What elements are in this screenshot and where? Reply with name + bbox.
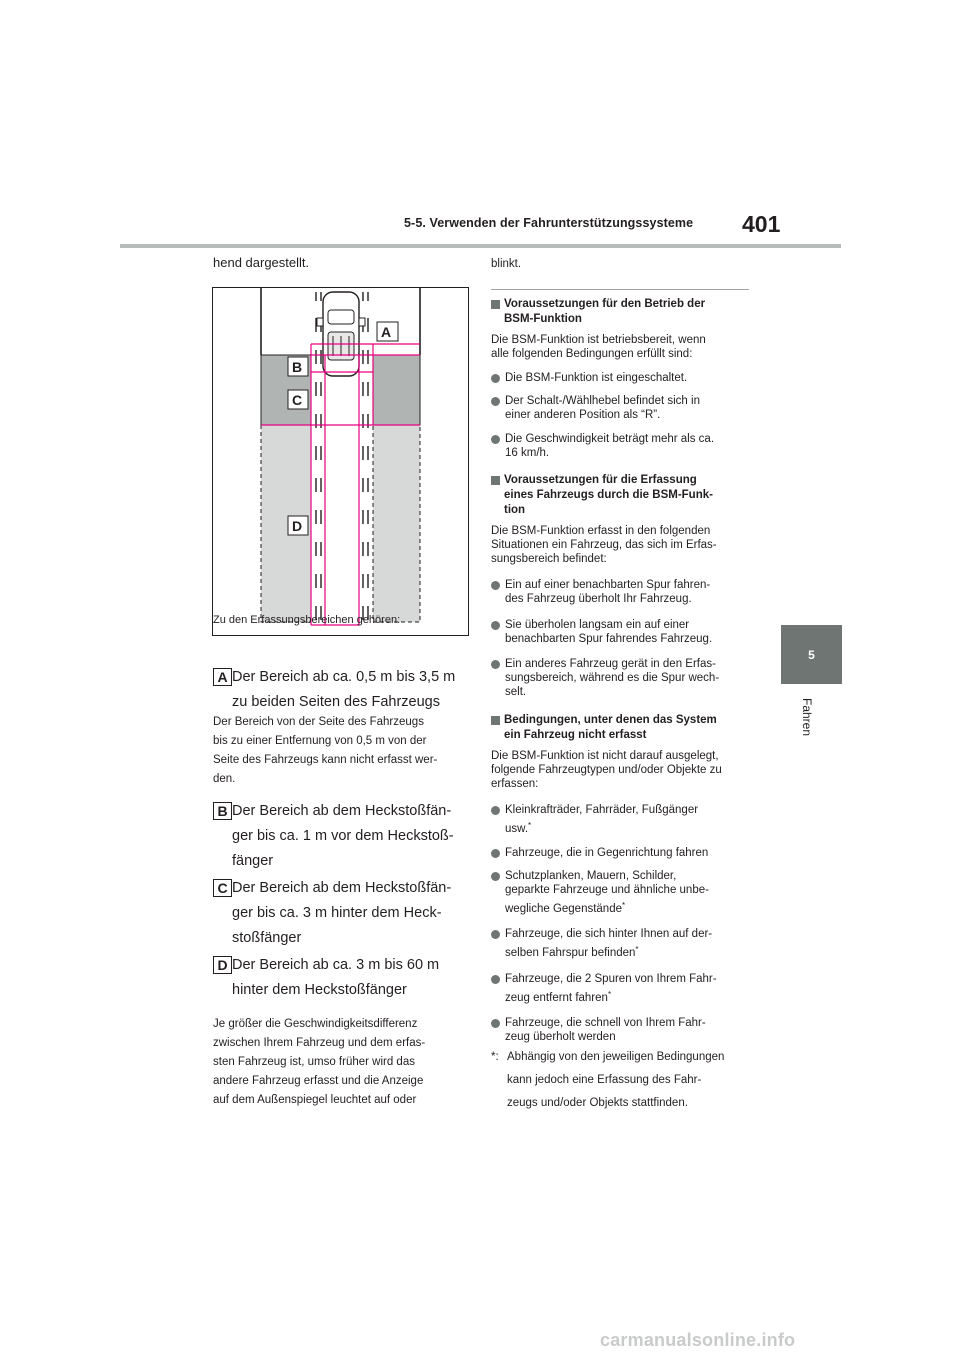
section-heading-detection: Voraussetzungen für die Erfassung eines Fahrzeugs durch die BSM-Funk- tion bbox=[491, 473, 749, 518]
lead-text: hend dargestellt. bbox=[213, 255, 310, 270]
speed-difference-text: Je größer die Geschwindigkeitsdifferenz zwischen Ihrem Fahrzeug und dem erfas- sten Fahrzeug ist, umso früher wird das andere Fahrzeug erfasst und die Anzeige auf dem Außenspiegel leuchtet auf oder bbox=[213, 1018, 426, 1106]
round-bullet-icon bbox=[491, 621, 500, 630]
list-item: Fahrzeuge, die sich hinter Ihnen auf der- selben Fahrspur befinden* bbox=[491, 927, 749, 960]
watermark: carmanualsonline.info bbox=[600, 1330, 796, 1350]
round-bullet-icon bbox=[491, 435, 500, 444]
detection-area-diagram bbox=[213, 288, 468, 635]
round-bullet-icon bbox=[491, 397, 500, 406]
list-item: Der Schalt-/Wählhebel befindet sich in einer anderen Position als “R”. bbox=[491, 394, 749, 422]
square-bullet-icon bbox=[491, 716, 500, 725]
footnote-marker: *: bbox=[491, 1051, 499, 1063]
area-badge-b: B bbox=[213, 802, 232, 820]
area-a-line: zu beiden Seiten des Fahrzeugs bbox=[232, 694, 440, 710]
round-bullet-icon bbox=[491, 374, 500, 383]
square-bullet-icon bbox=[491, 476, 500, 485]
list-item: Die Geschwindigkeit beträgt mehr als ca. 16 km/h. bbox=[491, 432, 749, 460]
section-title: 5-5. Verwenden der Fahrunterstützungssysteme bbox=[404, 216, 694, 230]
round-bullet-icon bbox=[491, 975, 500, 984]
round-bullet-icon bbox=[491, 872, 500, 881]
section-intro: Die BSM-Funktion ist nicht darauf ausgelegt, folgende Fahrzeugtypen und/oder Objekte zu erfassen: bbox=[491, 750, 722, 790]
section-heading-not-detected: Bedingungen, unter denen das System ein Fahrzeug nicht erfasst bbox=[491, 713, 749, 743]
section-intro: Die BSM-Funktion erfasst in den folgenden Situationen ein Fahrzeug, das sich im Erfas- sungsbereich befindet: bbox=[491, 525, 717, 565]
detection-area-figure bbox=[212, 287, 469, 636]
figure-caption: Zu den Erfassungsbereichen gehören: bbox=[213, 614, 401, 626]
section-intro: Die BSM-Funktion ist betriebsbereit, wenn alle folgenden Bedingungen erfüllt sind: bbox=[491, 334, 706, 360]
section-heading-operation: Voraussetzungen für den Betrieb der BSM-Funktion bbox=[491, 297, 749, 327]
chapter-number: 5 bbox=[808, 647, 815, 662]
header-rule bbox=[120, 244, 841, 248]
round-bullet-icon bbox=[491, 806, 500, 815]
list-item: Kleinkrafträder, Fahrräder, Fußgänger usw.* bbox=[491, 803, 749, 836]
list-item: Sie überholen langsam ein auf einer benachbarten Spur fahrendes Fahrzeug. bbox=[491, 618, 749, 646]
area-badge-c: C bbox=[213, 879, 232, 897]
square-bullet-icon bbox=[491, 300, 500, 309]
round-bullet-icon bbox=[491, 581, 500, 590]
continuation-text: blinkt. bbox=[491, 258, 522, 270]
round-bullet-icon bbox=[491, 1019, 500, 1028]
vehicle-icon bbox=[317, 292, 365, 376]
list-item: Schutzplanken, Mauern, Schilder, geparkte Fahrzeuge und ähnliche unbe- wegliche Gegenstände* bbox=[491, 869, 749, 916]
chapter-tab[interactable] bbox=[781, 625, 842, 684]
column-divider bbox=[491, 289, 749, 290]
round-bullet-icon bbox=[491, 660, 500, 669]
area-badge-d: D bbox=[213, 956, 232, 974]
list-item: Fahrzeuge, die 2 Spuren von Ihrem Fahr- zeug entfernt fahren* bbox=[491, 972, 749, 1005]
footnote: *: Abhängig von den jeweiligen Bedingungen kann jedoch eine Erfassung des Fahr- zeugs und/oder Objekts stattfinden. bbox=[491, 1046, 753, 1115]
list-item: Fahrzeuge, die in Gegenrichtung fahren bbox=[491, 846, 749, 860]
chapter-label: Fahren bbox=[800, 697, 814, 737]
list-item: Ein anderes Fahrzeug gerät in den Erfas- sungsbereich, während es die Spur wech- selt. bbox=[491, 657, 749, 699]
zone-label-a: A bbox=[381, 324, 392, 340]
page-number: 401 bbox=[742, 211, 781, 237]
zone-label-b: B bbox=[292, 359, 303, 375]
round-bullet-icon bbox=[491, 930, 500, 939]
zone-label-d: D bbox=[292, 518, 303, 534]
list-item: Die BSM-Funktion ist eingeschaltet. bbox=[491, 371, 749, 385]
area-badge-a: A bbox=[213, 668, 232, 686]
zone-label-c: C bbox=[292, 392, 303, 408]
list-item: Fahrzeuge, die schnell von Ihrem Fahr- zeug überholt werden bbox=[491, 1016, 749, 1044]
round-bullet-icon bbox=[491, 849, 500, 858]
area-a-description: Der Bereich von der Seite des Fahrzeugs bis zu einer Entfernung von 0,5 m von der Seite des Fahrzeugs kann nicht erfasst wer- den. bbox=[213, 716, 438, 785]
area-a-line: Der Bereich ab ca. 0,5 m bis 3,5 m bbox=[232, 669, 456, 685]
list-item: Ein auf einer benachbarten Spur fahren- des Fahrzeug überholt Ihr Fahrzeug. bbox=[491, 578, 749, 606]
